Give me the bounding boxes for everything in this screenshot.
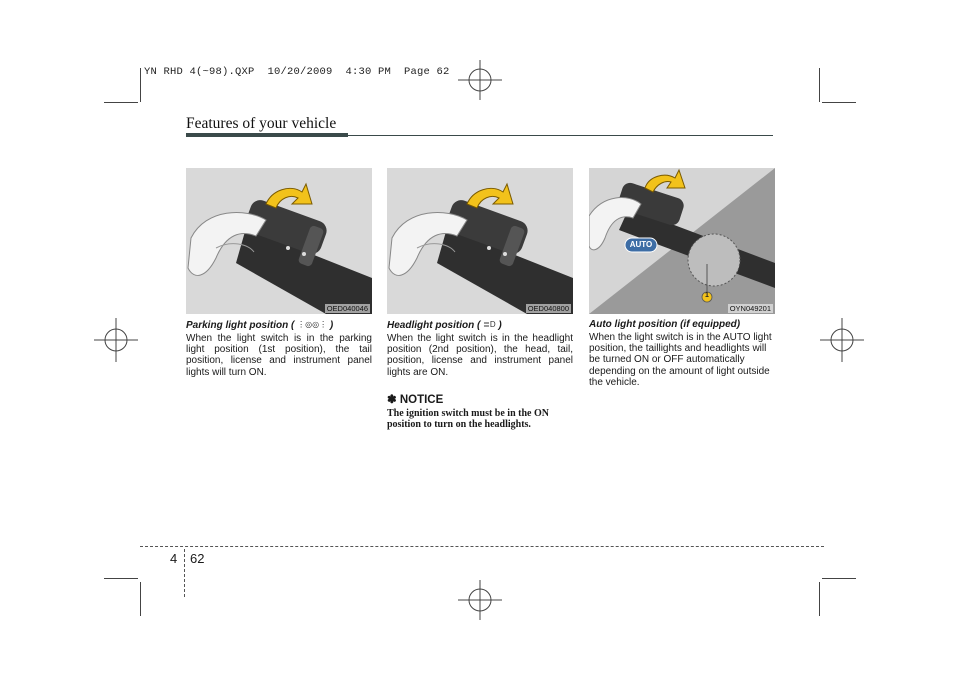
- registration-mark-left: [94, 318, 138, 362]
- callout-number: 1: [705, 292, 709, 299]
- section-heading: Auto light position (if equipped): [589, 319, 741, 330]
- page-number: 62: [190, 551, 205, 566]
- figure-headlight: [387, 168, 573, 314]
- footer-rule: [140, 546, 824, 547]
- figure-parking-light: [186, 168, 372, 314]
- section-heading: Parking light position ( ⋮◎◎⋮ ): [186, 320, 334, 331]
- registration-mark-top: [456, 60, 504, 100]
- column-parking-light: [186, 318, 372, 378]
- figure-code: OYN049201: [729, 304, 771, 313]
- header-rule-bold: [186, 133, 348, 137]
- page-header-title: Features of your vehicle: [186, 115, 337, 132]
- section-body: When the light switch is in the AUTO light position, the taillights and headlights will be turned ON or OFF automatically depending on the amount of light outside the vehicle.: [589, 332, 772, 388]
- column-auto-light: [589, 318, 775, 388]
- print-slug-line: YN RHD 4(~98).QXP 10/20/2009 4:30 PM Page 62: [144, 66, 450, 78]
- figure-code: OED040046: [326, 304, 368, 313]
- headlight-icon: ≣D: [483, 320, 496, 329]
- auto-label: AUTO: [629, 240, 653, 249]
- page-number-separator: [184, 549, 186, 597]
- notice-text: The ignition switch must be in the ON position to turn on the headlights.: [387, 407, 549, 431]
- light-switch-illustration: [186, 168, 372, 314]
- registration-mark-right: [820, 318, 864, 362]
- registration-mark-bottom: [456, 580, 504, 620]
- header-rule-thin: [348, 135, 773, 137]
- column-headlight: [387, 318, 573, 431]
- auto-light-switch-illustration: [589, 168, 775, 314]
- notice-title: ✽ NOTICE: [387, 393, 444, 406]
- section-heading: Headlight position ( ≣D ): [387, 320, 502, 331]
- section-body: When the light switch is in the headlight position (2nd position), the head, tail, position, license and instrument panel lights are ON.: [387, 333, 573, 378]
- section-number: 4: [170, 551, 178, 566]
- section-body: When the light switch is in the parking light position (1st position), the tail position, license and instrument panel lights will turn ON.: [186, 333, 372, 378]
- figure-code: OED040800: [527, 304, 569, 313]
- parking-light-icon: ⋮◎◎⋮: [297, 320, 328, 329]
- light-switch-illustration: [387, 168, 573, 314]
- figure-auto-light: [589, 168, 775, 314]
